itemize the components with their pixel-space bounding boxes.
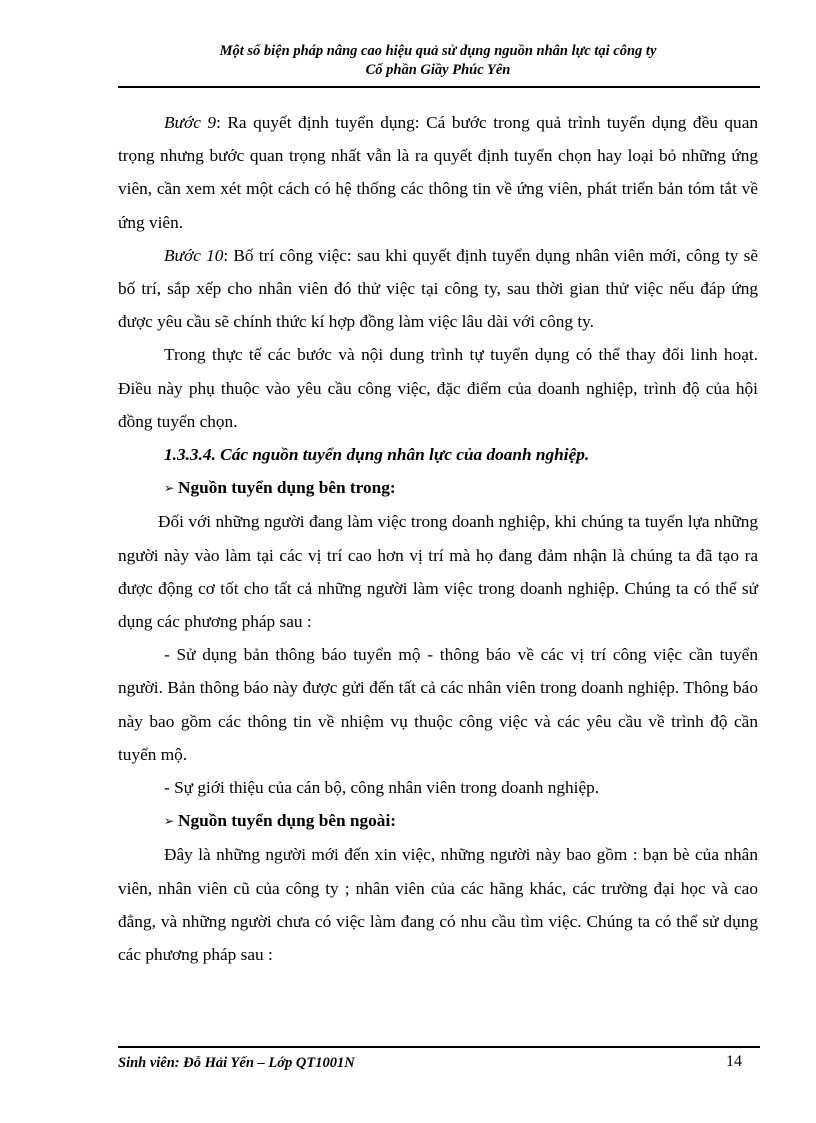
page-body [118,106,758,971]
step10-label: Bước 10 [164,245,224,265]
step9-paragraph [118,106,758,239]
internal-source-heading-text: Nguồn tuyển dụng bên trong: [178,478,396,498]
step10-paragraph [118,239,758,339]
arrow-bullet-icon: ➢ [164,814,175,829]
internal-method-item-2: - Sự giới thiệu của cán bộ, công nhân viên trong doanh nghiệp. [164,778,600,798]
internal-source-heading [118,471,758,505]
header-title-line1: Một số biện pháp nâng cao hiệu quả sử dụng nguồn nhân lực tại công ty [219,43,657,59]
external-source-heading [118,804,758,838]
practice-paragraph: Trong thực tế các bước và nội dung trình tự tuyển dụng có thể thay đổi linh hoạt. Điều này phụ thuộc vào yêu cầu công việc, đặc điểm của doanh nghiệp, trình độ của hội đồng tuyển chọn. [118,345,758,431]
header-rule [118,86,760,88]
step9-label: Bước 9 [164,113,217,132]
header-title-line2: Cổ phần Giầy Phúc Yên [365,62,511,78]
internal-method-item-1: - Sử dụng bản thông báo tuyển mộ - thông báo về các vị trí công việc cần tuyển người. Bản thông báo này được gửi đến tất cả các nhân viên trong doanh nghiệp. Thông báo này bao gồm các thông tin về nhiệm vụ thuộc công việc và các yêu cầu về trình độ cần tuyển mộ. [118,645,758,764]
external-source-heading-text: Nguồn tuyển dụng bên ngoài: [178,811,397,831]
step9-text: : Ra quyết định tuyển dụng: Cá bước trong quả trình tuyển dụng đều quan trọng nhưng bước quan trọng nhất vẫn là ra quyết định tuyển chọn hay loại bỏ những ứng viên, cần xem xét một cách có hệ thống các thông tin về ứng viên, phát triển bản tóm tắt về ứng viên. [118,113,759,232]
page-number: 14 [726,1053,742,1070]
footer-student-info: Sinh viên: Đỗ Hải Yến – Lớp QT1001N [118,1055,355,1071]
page-header [118,42,758,80]
arrow-bullet-icon: ➢ [164,481,175,496]
step10-text: : Bố trí công việc: sau khi quyết định tuyển dụng nhân viên mới, công ty sẽ bố trí, sắp xếp cho nhân viên đó thử việc tại công ty, sau thời gian thử việc nếu đáp ứng được yêu cầu sẽ chính thức kí hợp đồng làm việc lâu dài với công ty. [118,245,758,332]
external-source-paragraph: Đây là những người mới đến xin việc, những người này bao gồm : bạn bè của nhân viên, nhân viên cũ của công ty ; nhân viên của các hãng khác, các trường đại học và cao đẳng, và những người chưa có việc làm đang có nhu cầu tìm việc. Chúng ta có thể sử dụng các phương pháp sau : [118,845,758,965]
footer-rule [118,1046,760,1048]
section-heading: 1.3.3.4. Các nguồn tuyển dụng nhân lực của doanh nghiệp. [164,445,590,465]
internal-source-paragraph: Đối với những người đang làm việc trong doanh nghiệp, khi chúng ta tuyển lựa những người này vào làm tại các vị trí cao hơn vị trí mà họ đang đảm nhận là chúng ta đã tạo ra được động cơ tốt cho tất cả những người làm việc trong doanh nghiệp. Chúng ta có thể sử dụng các phương pháp sau : [118,512,758,632]
